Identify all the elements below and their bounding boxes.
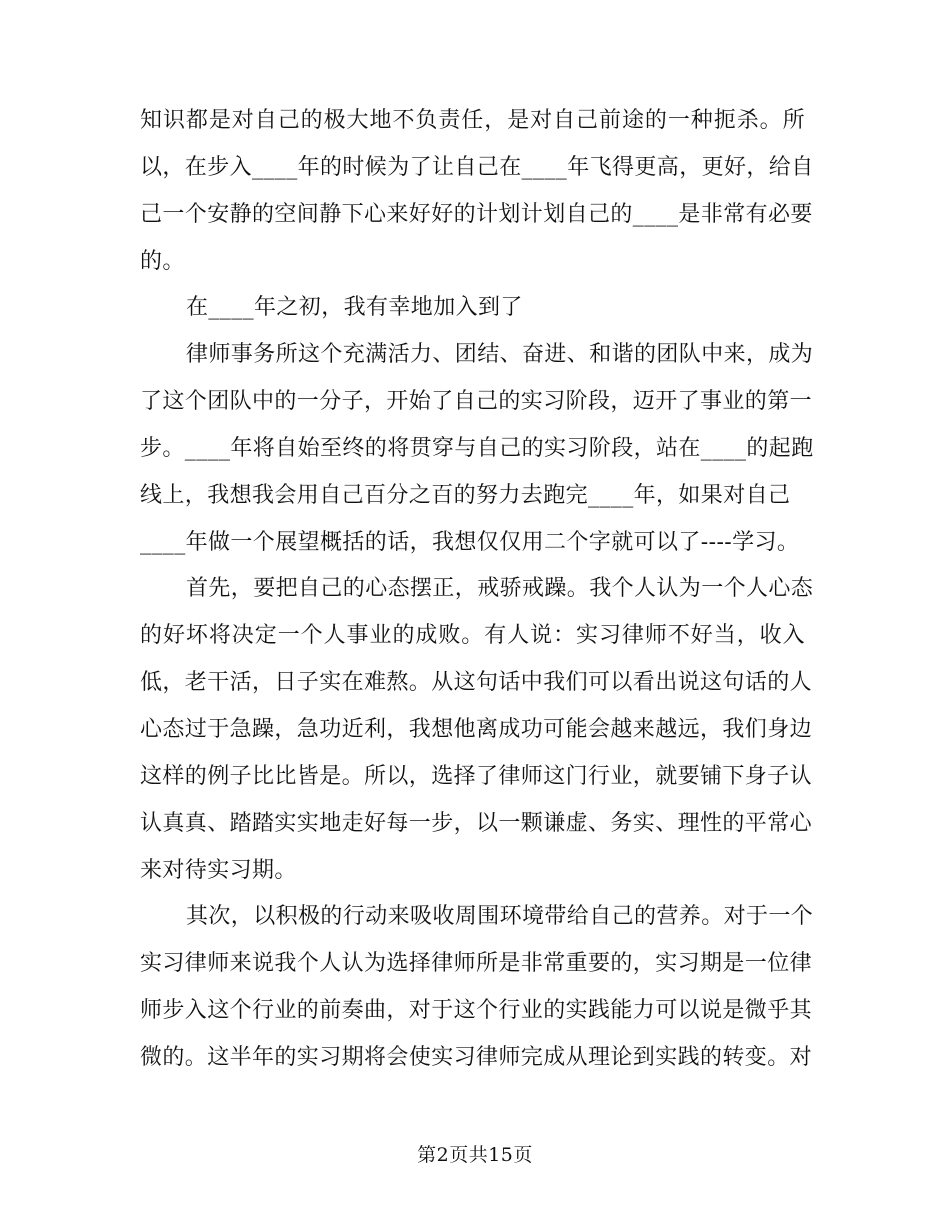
- text-line: 的。: [140, 248, 185, 274]
- text-line: 了这个团队中的一分子，开始了自己的实习阶段，迈开了事业的第一: [140, 389, 813, 415]
- text-line: 律师事务所这个充满活力、团结、奋进、和谐的团队中来，成为: [186, 342, 814, 368]
- text-line: 己一个安静的空间静下心来好好的计划计划自己的____是非常有必要: [140, 201, 813, 227]
- text-line: ____年做一个展望概括的话，我想仅仅用二个字就可以了----学习。: [140, 529, 800, 555]
- text-line: 实习律师来说我个人认为选择律师所是非常重要的，实习期是一位律: [140, 951, 813, 977]
- text-line: 师步入这个行业的前奏曲，对于这个行业的实践能力可以说是微乎其: [140, 998, 813, 1024]
- text-line: 微的。这半年的实习期将会使实习律师完成从理论到实践的转变。对: [140, 1044, 813, 1070]
- document-body: [140, 98, 814, 1082]
- text-line: 心态过于急躁，急功近利，我想他离成功可能会越来越远，我们身边: [140, 716, 813, 742]
- text-line: 线上，我想我会用自己百分之百的努力去跑完____年，如果对自己: [140, 482, 791, 508]
- text-line: 步。____年将自始至终的将贯穿与自己的实习阶段，站在____的起跑: [140, 435, 814, 461]
- text-line: 这样的例子比比皆是。所以，选择了律师这门行业，就要铺下身子认: [140, 763, 813, 789]
- text-line: 认真真、踏踏实实地走好每一步，以一颗谦虚、务实、理性的平常心: [140, 810, 813, 836]
- text-line: 在____年之初，我有幸地加入到了: [186, 295, 523, 321]
- text-line: 来对待实习期。: [140, 857, 297, 883]
- text-line: 首先，要把自己的心态摆正，戒骄戒躁。我个人认为一个人心态: [186, 576, 814, 602]
- text-line: 知识都是对自己的极大地不负责任，是对自己前途的一种扼杀。所: [140, 108, 805, 133]
- text-line: 其次，以积极的行动来吸收周围环境带给自己的营养。对于一个: [186, 904, 814, 930]
- text-line: 的好坏将决定一个人事业的成败。有人说：实习律师不好当，收入: [140, 623, 805, 649]
- page-number: 第2页共15页: [417, 1144, 533, 1166]
- text-line: 以，在步入____年的时候为了让自己在____年飞得更高，更好，给自: [140, 154, 814, 180]
- text-line: 低，老干活，日子实在难熬。从这句话中我们可以看出说这句话的人: [140, 670, 813, 696]
